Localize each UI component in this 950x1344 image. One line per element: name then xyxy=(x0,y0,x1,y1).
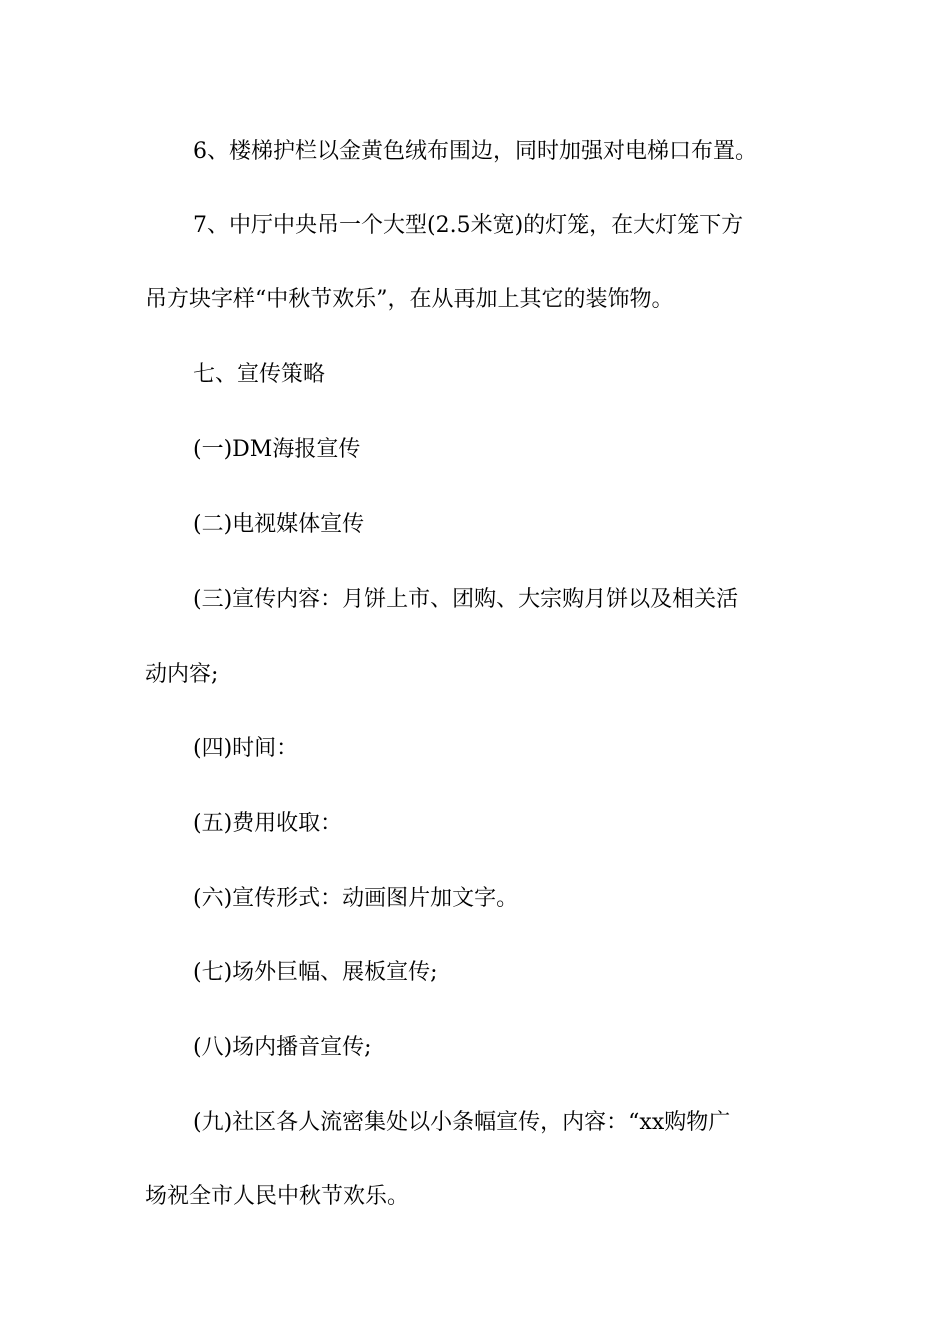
item-6-format: (六)宣传形式：动画图片加文字。 xyxy=(193,886,519,911)
item-1-dm-poster: (一)DM海报宣传 xyxy=(193,437,361,462)
item-2-tv-media: (二)电视媒体宣传 xyxy=(193,512,365,537)
item-3-content-line-2: 动内容; xyxy=(145,662,219,687)
item-4-time: (四)时间： xyxy=(193,736,299,761)
item-3-content-line-1: (三)宣传内容：月饼上市、团购、大宗购月饼以及相关活 xyxy=(193,587,739,612)
paragraph-7-lantern-line-2: 吊方块字样“中秋节欢乐”，在从再加上其它的装饰物。 xyxy=(145,287,674,312)
paragraph-6-stair-railing: 6、楼梯护栏以金黄色绒布围边，同时加强对电梯口布置。 xyxy=(193,139,757,164)
item-5-fee: (五)费用收取： xyxy=(193,811,343,836)
item-7-outdoor-banner: (七)场外巨幅、展板宣传; xyxy=(193,960,438,985)
paragraph-7-lantern-line-1: 7、中厅中央吊一个大型(2.5米宽)的灯笼，在大灯笼下方 xyxy=(193,213,744,238)
item-8-indoor-broadcast: (八)场内播音宣传; xyxy=(193,1035,372,1060)
item-9-community-banner-line-1: (九)社区各人流密集处以小条幅宣传，内容：“xx购物广 xyxy=(193,1110,731,1135)
item-9-community-banner-line-2: 场祝全市人民中秋节欢乐。 xyxy=(145,1184,410,1209)
section-heading-promotion-strategy: 七、宣传策略 xyxy=(193,362,326,387)
